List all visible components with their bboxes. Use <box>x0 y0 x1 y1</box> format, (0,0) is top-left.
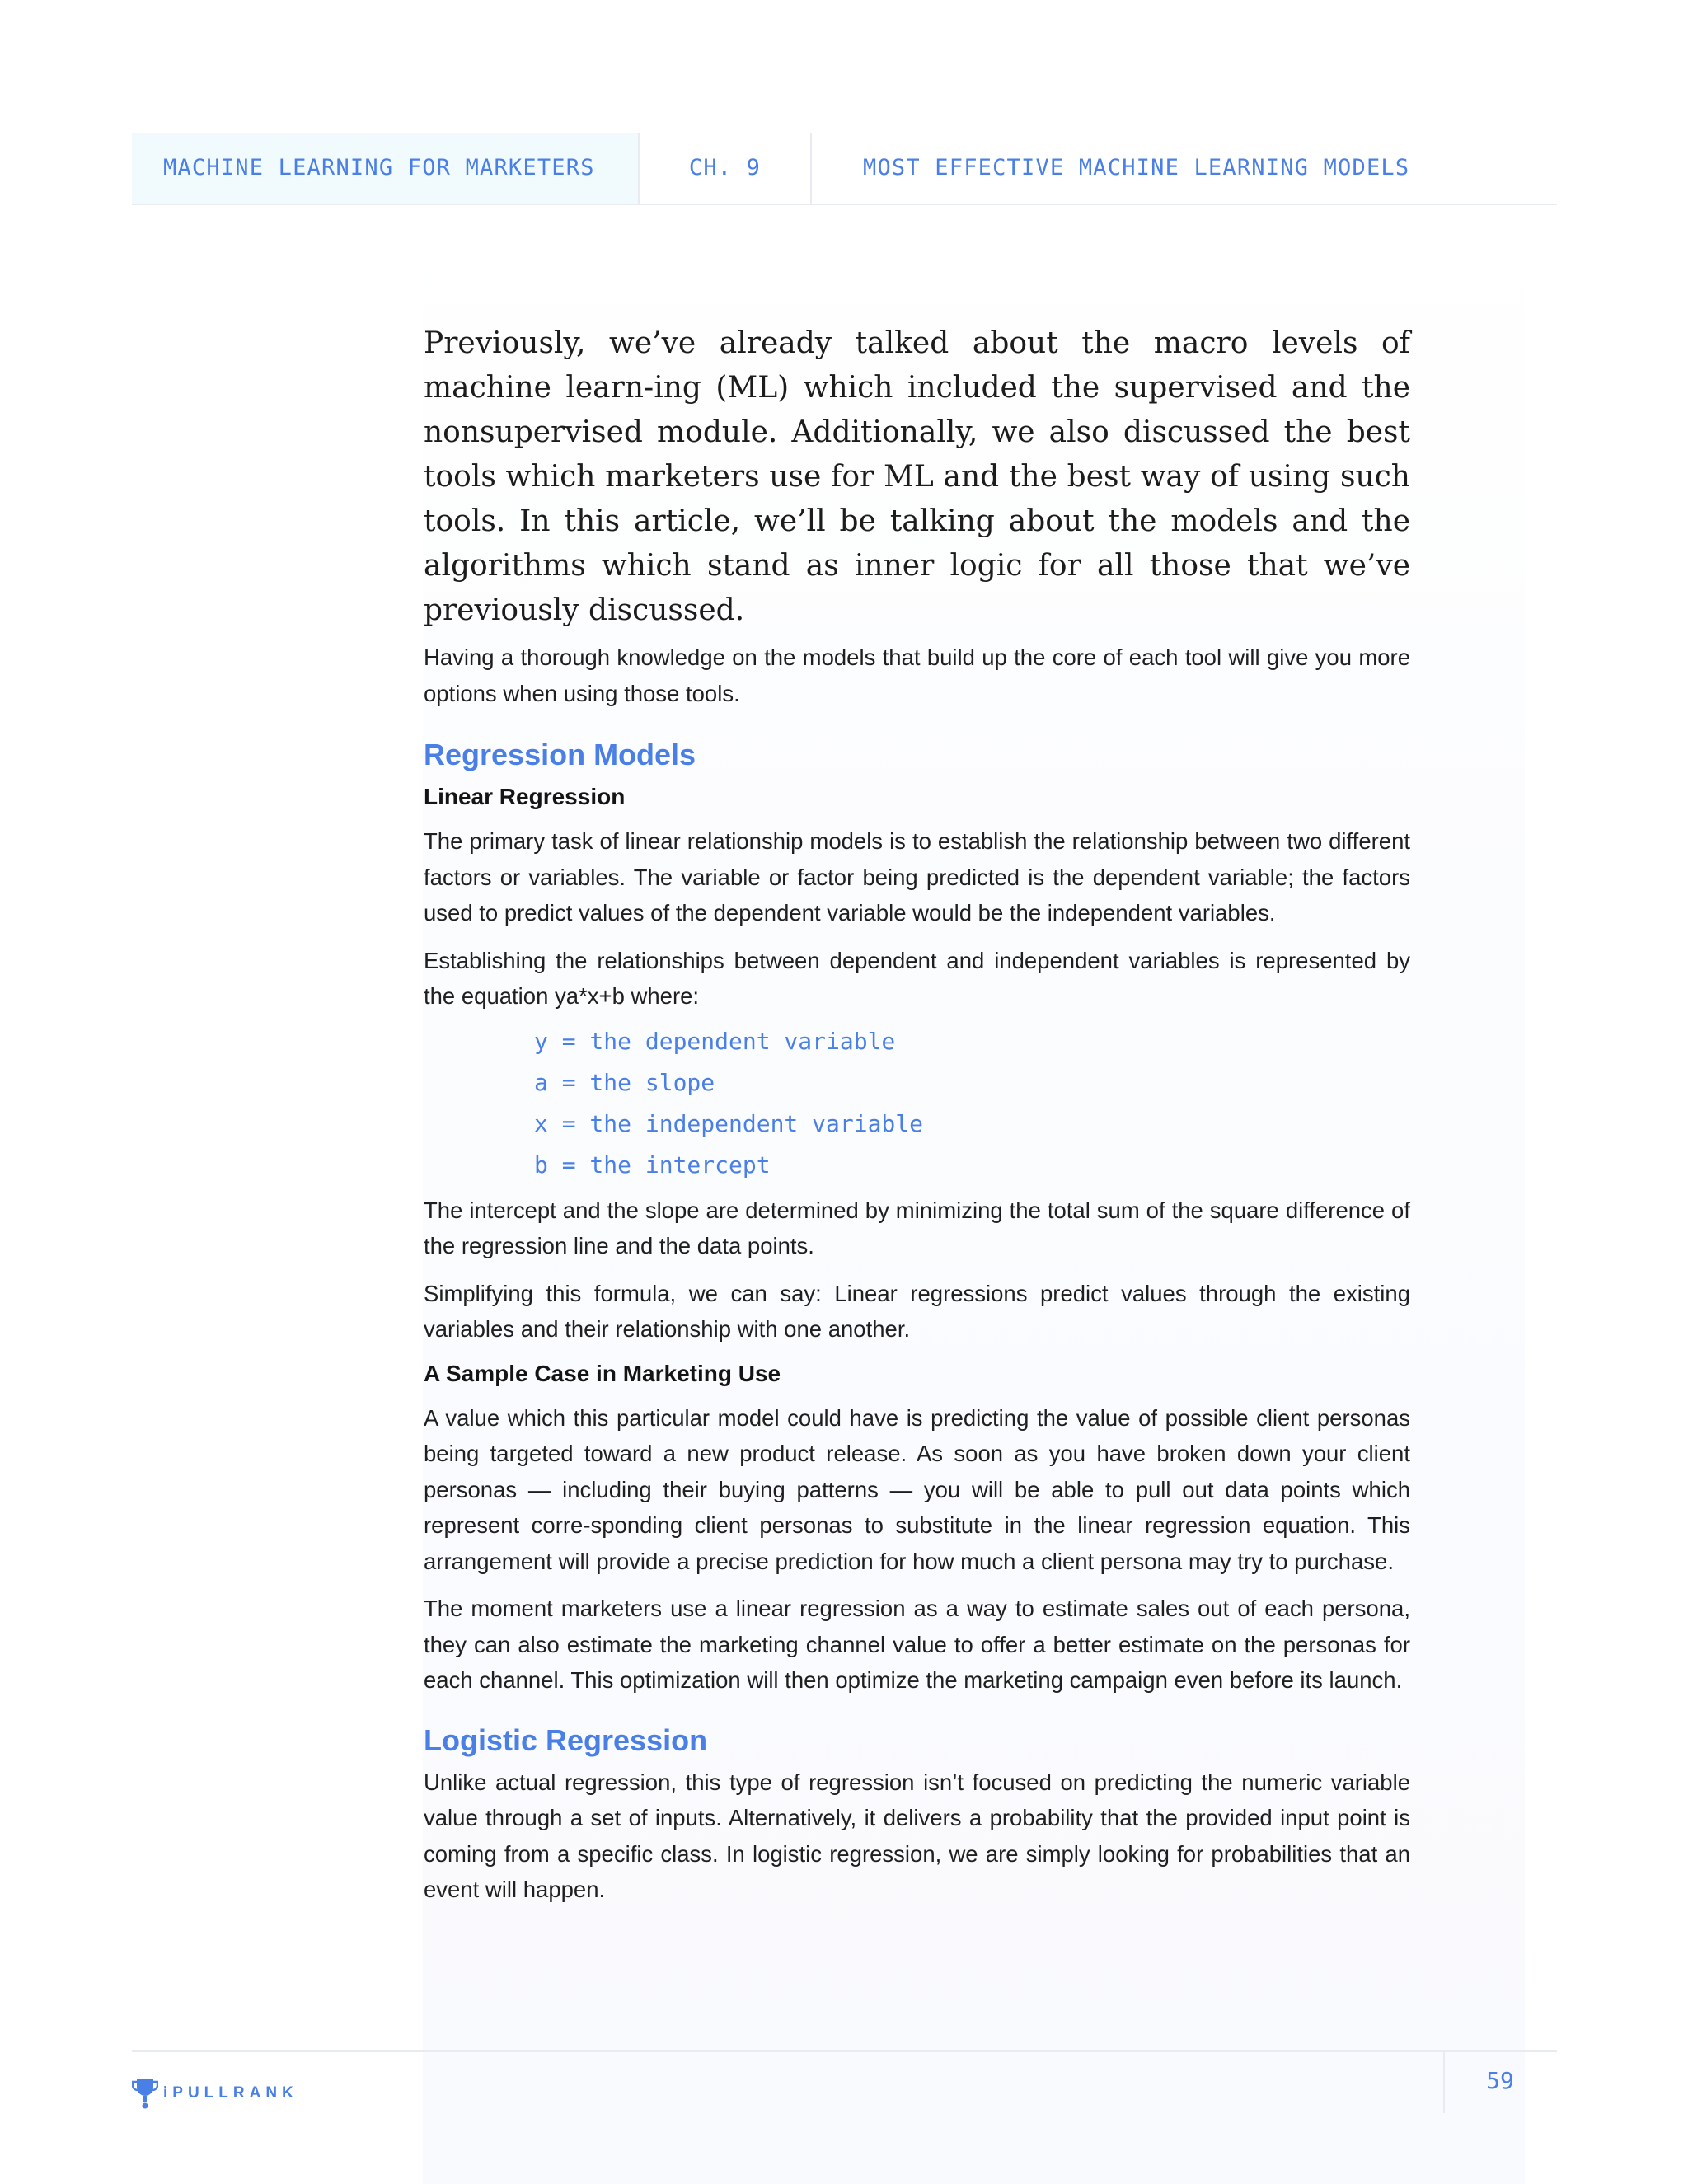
page-number: 59 <box>1486 2067 1514 2094</box>
sample-case-heading: A Sample Case in Marketing Use <box>424 1360 781 1386</box>
logistic-regression-heading: Logistic Regression <box>424 1722 708 1757</box>
trophy-icon <box>132 2077 158 2110</box>
intro-paragraph: Having a thorough knowledge on the models that build up the core of each tool will give you more options when using those tools. <box>424 644 1410 706</box>
linear-paragraph-3: The intercept and the slope are determined by minimizing the total sum of the square difference of the regression line and the data points. <box>424 1197 1410 1258</box>
footer-rule <box>132 2050 1557 2052</box>
equation-variable-list <box>424 1021 1410 1186</box>
running-header <box>132 133 1557 205</box>
linear-paragraph-1: The primary task of linear relationship models is to establish the relationship between two different factors or variables. The variable or factor being predicted is the dependent variable; the factors used to predict values of the dependent variable would be the independent variables. <box>424 828 1410 926</box>
code-line: y = the dependent variable <box>534 1027 896 1055</box>
linear-paragraph-2: Establishing the relationships between dependent and independent variables is represented by the equation ya*x+b where: <box>424 947 1410 1009</box>
article-body <box>424 321 1410 1908</box>
sample-paragraph-1: A value which this particular model could have is predicting the value of possible client personas being targeted toward a new product release. As soon as you have broken down your client personas — including their buying patterns — you will be able to pull out data points which represent corre-sponding client personas to substitute in the linear regression equation. This arrangement will provide a precise prediction for how much a client persona may try to purchase. <box>424 1404 1410 1574</box>
linear-regression-heading: Linear Regression <box>424 784 626 809</box>
sample-paragraph-2: The moment marketers use a linear regression as a way to estimate sales out of each persona, they can also estimate the marketing channel value to offer a better estimate on the personas for each channel. This optimization will then optimize the marketing campaign even before its launch. <box>424 1596 1410 1693</box>
linear-paragraph-4: Simplifying this formula, we can say: Linear regressions predict values through the existing variables and their relationship with one another. <box>424 1280 1410 1342</box>
ipullrank-logo <box>132 2077 298 2110</box>
book-title: MACHINE LEARNING FOR MARKETERS <box>132 133 638 204</box>
chapter-number: CH. 9 <box>638 133 812 204</box>
logistic-paragraph-1: Unlike actual regression, this type of regression isn’t focused on predicting the numeric variable value through a set of inputs. Alternatively, it delivers a probability that the provided input point is coming from a specific class. In logistic regression, we are simply looking for probabilities that an event will happen. <box>424 1769 1410 1902</box>
code-line: a = the slope <box>534 1068 715 1096</box>
chapter-title: MOST EFFECTIVE MACHINE LEARNING MODELS <box>863 155 1410 180</box>
regression-models-heading: Regression Models <box>424 738 696 771</box>
code-line: x = the independent variable <box>534 1109 924 1137</box>
lead-paragraph: Previously, we’ve already talked about the macro levels of machine learn-ing (ML) which included the supervised and the nonsupervised module. Additionally, we also discussed the best tools which marketers use for ML and the best way of using such tools. In this article, we’ll be talking about the models and the algorithms which stand as inner logic for all those that we’ve previously discussed. <box>424 326 1410 627</box>
logo-wordmark: iPULLRANK <box>163 2084 298 2102</box>
code-line: b = the intercept <box>534 1151 771 1179</box>
